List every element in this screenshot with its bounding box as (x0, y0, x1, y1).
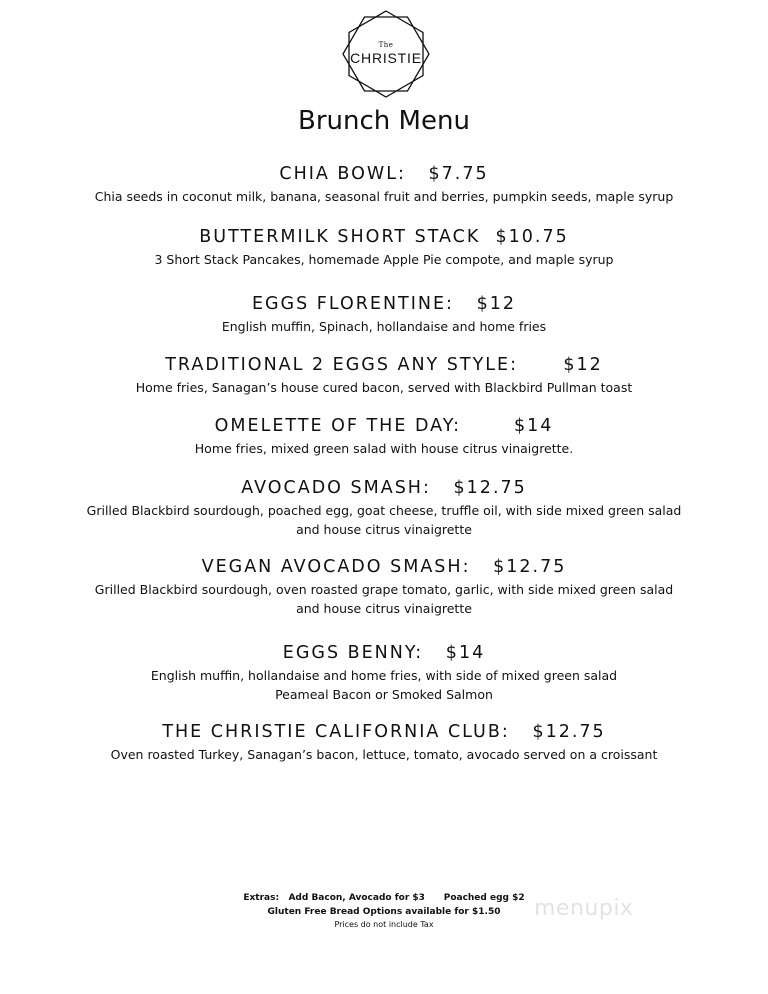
tax-note: Prices do not include Tax (334, 920, 434, 929)
menu-item (40, 163, 728, 206)
menu-item (40, 415, 728, 458)
gluten-free-note: Gluten Free Bread Options available for $1.50 (267, 907, 501, 917)
menu-item-description: Home fries, Sanagan’s house cured bacon, served with Blackbird Pullman toast (135, 380, 633, 395)
menu-item-description: Grilled Blackbird sourdough, oven roasted grape tomato, garlic, with side mixed green salad (94, 582, 674, 597)
logo-small-text: The (378, 41, 394, 49)
menu-item-name: OMELETTE OF THE DAY: $14 (214, 416, 554, 436)
menu-item-name: AVOCADO SMASH: $12.75 (241, 478, 527, 498)
menu-footer (0, 891, 768, 931)
menu-item-name: THE CHRISTIE CALIFORNIA CLUB: $12.75 (162, 722, 606, 742)
watermark: menupix (534, 896, 634, 921)
logo-name-text: CHRISTIE (350, 50, 422, 66)
menu-item-name: TRADITIONAL 2 EGGS ANY STYLE: $12 (165, 355, 603, 375)
menu-item (40, 721, 728, 764)
menu-item (40, 642, 728, 704)
menu-item-description: and house citrus vinaigrette (296, 522, 472, 537)
menu-item-description: Grilled Blackbird sourdough, poached egg, goat cheese, truffle oil, with side mixed green salad (86, 503, 682, 518)
menu-item (40, 293, 728, 336)
menu-item-description: Oven roasted Turkey, Sanagan’s bacon, lettuce, tomato, avocado served on a croissant (110, 747, 658, 762)
menu-item-description: English muffin, hollandaise and home fries, with side of mixed green salad (150, 668, 618, 683)
menu-item-description: Chia seeds in coconut milk, banana, seasonal fruit and berries, pumpkin seeds, maple syrup (94, 189, 674, 204)
menu-item-name: BUTTERMILK SHORT STACK $10.75 (199, 227, 569, 247)
menu-item-description: Home fries, mixed green salad with house citrus vinaigrette. (194, 441, 574, 456)
menu-item-name: VEGAN AVOCADO SMASH: $12.75 (201, 557, 567, 577)
menu-item (40, 556, 728, 618)
restaurant-logo (340, 8, 432, 100)
page-title: Brunch Menu (298, 106, 470, 136)
menu-item-name: CHIA BOWL: $7.75 (279, 164, 489, 184)
menu-item-description: English muffin, Spinach, hollandaise and home fries (221, 319, 547, 334)
menu-item-description: 3 Short Stack Pancakes, homemade Apple Pie compote, and maple syrup (154, 252, 614, 267)
menu-item (40, 226, 728, 269)
menu-item-name: EGGS BENNY: $14 (282, 643, 486, 663)
menu-item (40, 477, 728, 539)
menu-item-name: EGGS FLORENTINE: $12 (251, 294, 517, 314)
extras-note: Extras: Add Bacon, Avocado for $3 Poached egg $2 (243, 893, 525, 903)
menu-item-description: Peameal Bacon or Smoked Salmon (275, 687, 493, 702)
menu-item (40, 354, 728, 397)
menu-item-description: and house citrus vinaigrette (296, 601, 472, 616)
